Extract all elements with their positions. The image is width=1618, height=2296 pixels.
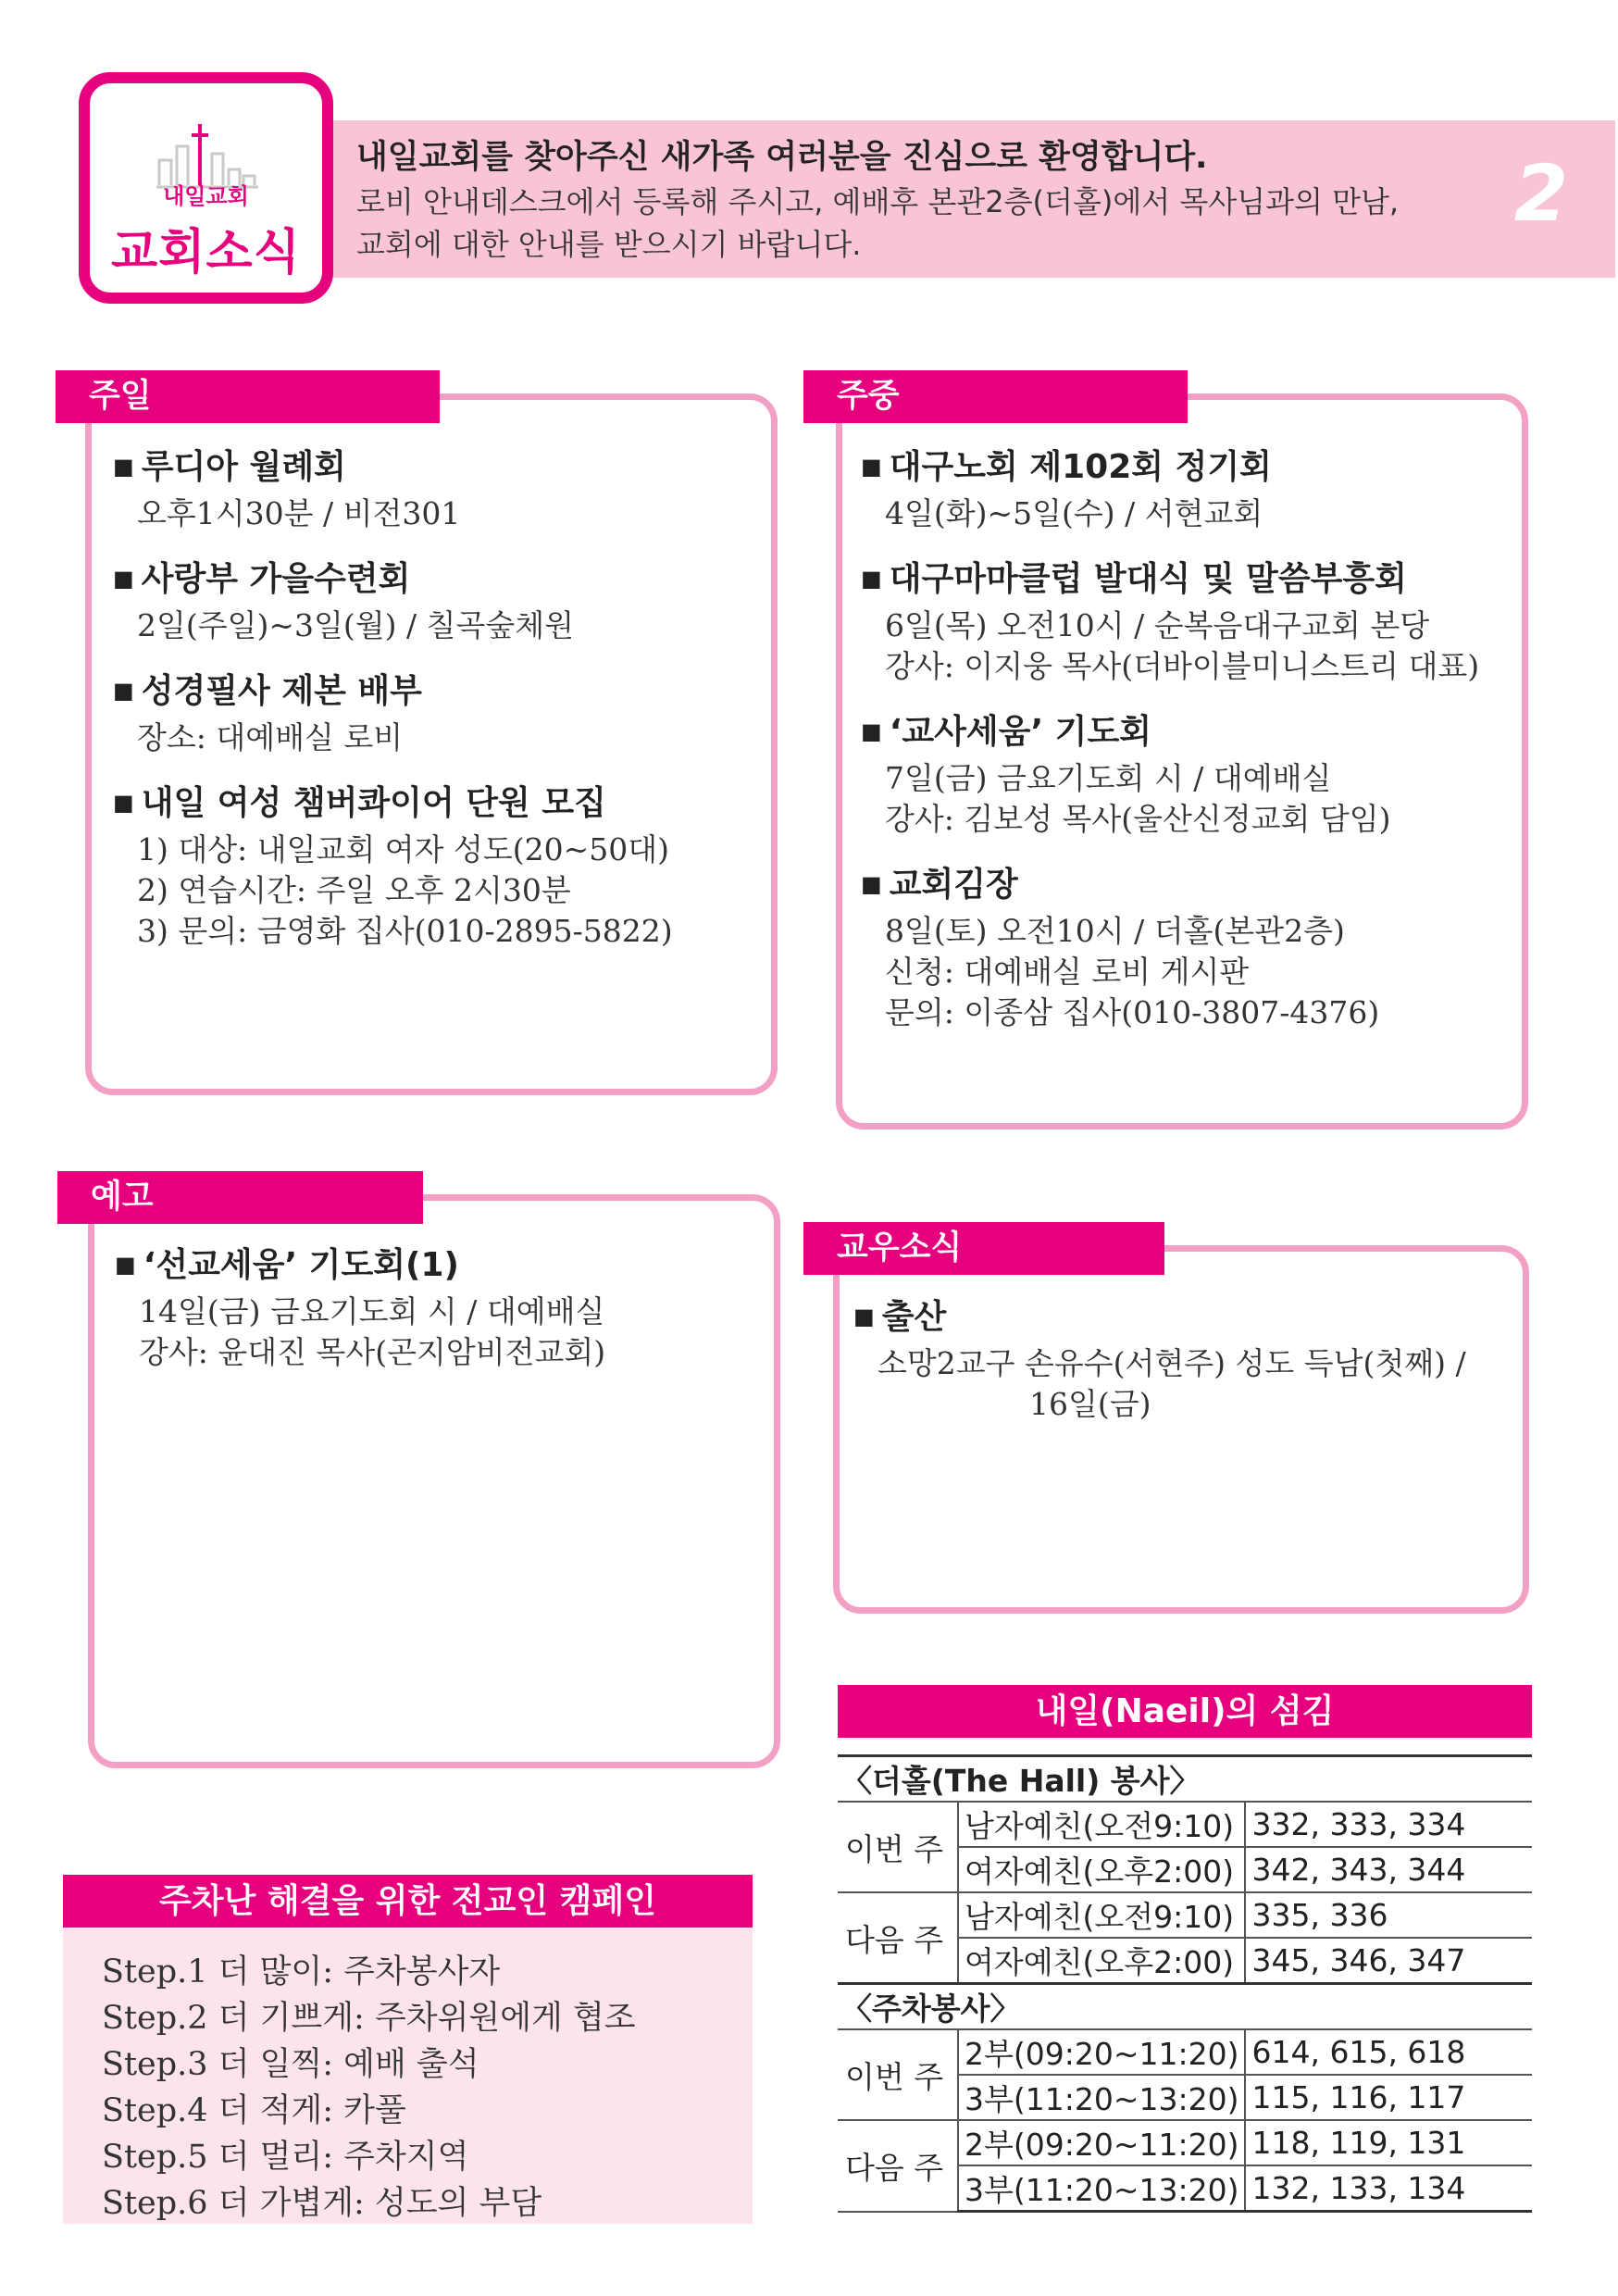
slot-cell: 남자예친(오전9:10) (958, 1802, 1245, 1847)
item-detail: 1) 대상: 내일교회 여자 성도(20~50대) (137, 831, 669, 867)
notice-tab: 예고 (57, 1171, 423, 1224)
item-title: ■ ‘교사세움’ 기도회 (861, 709, 1479, 758)
item-detail: 오후1시30분 / 비전301 (137, 495, 461, 531)
value-cell: 332, 333, 334 (1245, 1802, 1532, 1847)
item-title: ■ 루디아 월례회 (113, 444, 673, 493)
campaign-step: Step.6 더 가볍게: 성도의 부담 (102, 2185, 542, 2222)
table-row (838, 2029, 1532, 2075)
item-detail: 2일(주일)~3일(월) / 칠곡숲체원 (137, 607, 575, 643)
value-cell: 132, 133, 134 (1245, 2165, 1532, 2212)
table-row (838, 2120, 1532, 2165)
value-cell: 118, 119, 131 (1245, 2120, 1532, 2165)
item-detail: 7일(금) 금요기도회 시 / 대예배실 (885, 760, 1332, 796)
item-title: ■ 대구마마클럽 발대식 및 말씀부흥회 (861, 556, 1479, 605)
service-table (838, 1754, 1532, 2213)
value-cell: 335, 336 (1245, 1892, 1532, 1938)
item-title: ■ 성경필사 제본 배부 (113, 668, 673, 718)
item-detail: 소망2교구 손유수(서현주) 성도 득남(첫째) / (877, 1345, 1466, 1381)
welcome-title: 내일교회를 찾아주신 새가족 여러분을 진심으로 환영합니다. (356, 139, 1208, 176)
item-detail: 강사: 이지웅 목사(더바이블미니스트리 대표) (885, 648, 1480, 684)
week-cell: 이번 주 (838, 2029, 958, 2120)
campaign-steps (102, 1949, 636, 2227)
sunday-tab: 주일 (56, 370, 440, 423)
value-cell: 345, 346, 347 (1245, 1938, 1532, 1984)
welcome-line: 교회에 대한 안내를 받으시기 바랍니다. (356, 227, 862, 262)
parking-campaign (63, 1875, 753, 2224)
item-detail: 신청: 대예배실 로비 게시판 (885, 954, 1250, 990)
item-detail: 3) 문의: 금영화 집사(010-2895-5822) (137, 913, 673, 949)
item-title: ■ 사랑부 가을수련회 (113, 556, 673, 605)
slot-cell: 2부(09:20~11:20) (958, 2120, 1245, 2165)
notice-items (115, 1242, 605, 1395)
item-title: ■ ‘선교세움’ 기도회(1) (115, 1242, 605, 1292)
logo-name: 내일교회 (163, 183, 249, 209)
list-item (861, 556, 1479, 687)
group-header: 〈주차봉사〉 (838, 1984, 1532, 2030)
members-tab: 교우소식 (803, 1222, 1164, 1275)
weekday-items (861, 444, 1479, 1055)
slot-cell: 3부(11:20~13:20) (958, 2165, 1245, 2212)
table-row (838, 1756, 1532, 1803)
list-item (113, 444, 673, 534)
welcome-line: 로비 안내데스크에서 등록해 주시고, 예배후 본관2층(더홀)에서 목사님과의 만남, (356, 184, 1400, 219)
slot-cell: 여자예친(오후2:00) (958, 1847, 1245, 1892)
item-detail: 8일(토) 오전10시 / 더홀(본관2층) (885, 913, 1345, 949)
week-cell: 이번 주 (838, 1802, 958, 1892)
members-items (853, 1294, 1466, 1447)
list-item (861, 862, 1479, 1033)
list-item (113, 668, 673, 758)
item-title: ■ 내일 여성 챔버콰이어 단원 모집 (113, 780, 673, 830)
item-detail: 2) 연습시간: 주일 오후 2시30분 (137, 872, 571, 908)
church-logo-box (79, 72, 333, 304)
table-row (838, 1892, 1532, 1938)
value-cell: 614, 615, 618 (1245, 2029, 1532, 2075)
campaign-step: Step.2 더 기쁘게: 주차위원에게 협조 (102, 2000, 636, 2037)
week-cell: 다음 주 (838, 2120, 958, 2212)
list-item (113, 780, 673, 952)
campaign-step: Step.4 더 적게: 카풀 (102, 2092, 406, 2129)
list-item (861, 444, 1479, 534)
item-detail: 문의: 이종삼 집사(010-3807-4376) (885, 994, 1380, 1030)
weekday-tab: 주중 (803, 370, 1188, 423)
slot-cell: 남자예친(오전9:10) (958, 1892, 1245, 1938)
campaign-title: 주차난 해결을 위한 전교인 캠페인 (63, 1875, 753, 1928)
list-item (853, 1294, 1466, 1425)
item-detail: 장소: 대예배실 로비 (137, 719, 404, 755)
campaign-step: Step.1 더 많이: 주차봉사자 (102, 1953, 501, 1990)
list-item (113, 556, 673, 646)
slot-cell: 3부(11:20~13:20) (958, 2075, 1245, 2120)
item-title: ■ 대구노회 제102회 정기회 (861, 444, 1479, 493)
slot-cell: 여자예친(오후2:00) (958, 1938, 1245, 1984)
service-title: 내일(Naeil)의 섬김 (838, 1685, 1532, 1738)
week-cell: 다음 주 (838, 1892, 958, 1984)
campaign-step: Step.5 더 멀리: 주차지역 (102, 2139, 469, 2176)
welcome-message (356, 134, 1467, 266)
group-header: 〈더홀(The Hall) 봉사〉 (838, 1756, 1532, 1803)
value-cell: 342, 343, 344 (1245, 1847, 1532, 1892)
item-detail: 강사: 윤대진 목사(곤지암비전교회) (139, 1334, 606, 1370)
item-detail: 4일(화)~5일(수) / 서현교회 (885, 495, 1263, 531)
sunday-items (113, 444, 673, 974)
page-title: 교회소식 (111, 225, 301, 281)
page-number: 2 (1513, 148, 1569, 239)
slot-cell: 2부(09:20~11:20) (958, 2029, 1245, 2075)
table-row (838, 1802, 1532, 1847)
table-row (838, 1984, 1532, 2030)
value-cell: 115, 116, 117 (1245, 2075, 1532, 2120)
item-title: ■ 교회김장 (861, 862, 1479, 911)
item-detail: 14일(금) 금요기도회 시 / 대예배실 (139, 1293, 605, 1329)
item-detail: 6일(목) 오전10시 / 순복음대구교회 본당 (885, 607, 1430, 643)
item-title: ■ 출산 (853, 1294, 1466, 1343)
item-detail: 16일(금) (1029, 1386, 1151, 1422)
item-detail: 강사: 김보성 목사(울산신정교회 담임) (885, 801, 1391, 837)
list-item (115, 1242, 605, 1373)
campaign-step: Step.3 더 일찍: 예배 출석 (102, 2046, 479, 2083)
list-item (861, 709, 1479, 840)
